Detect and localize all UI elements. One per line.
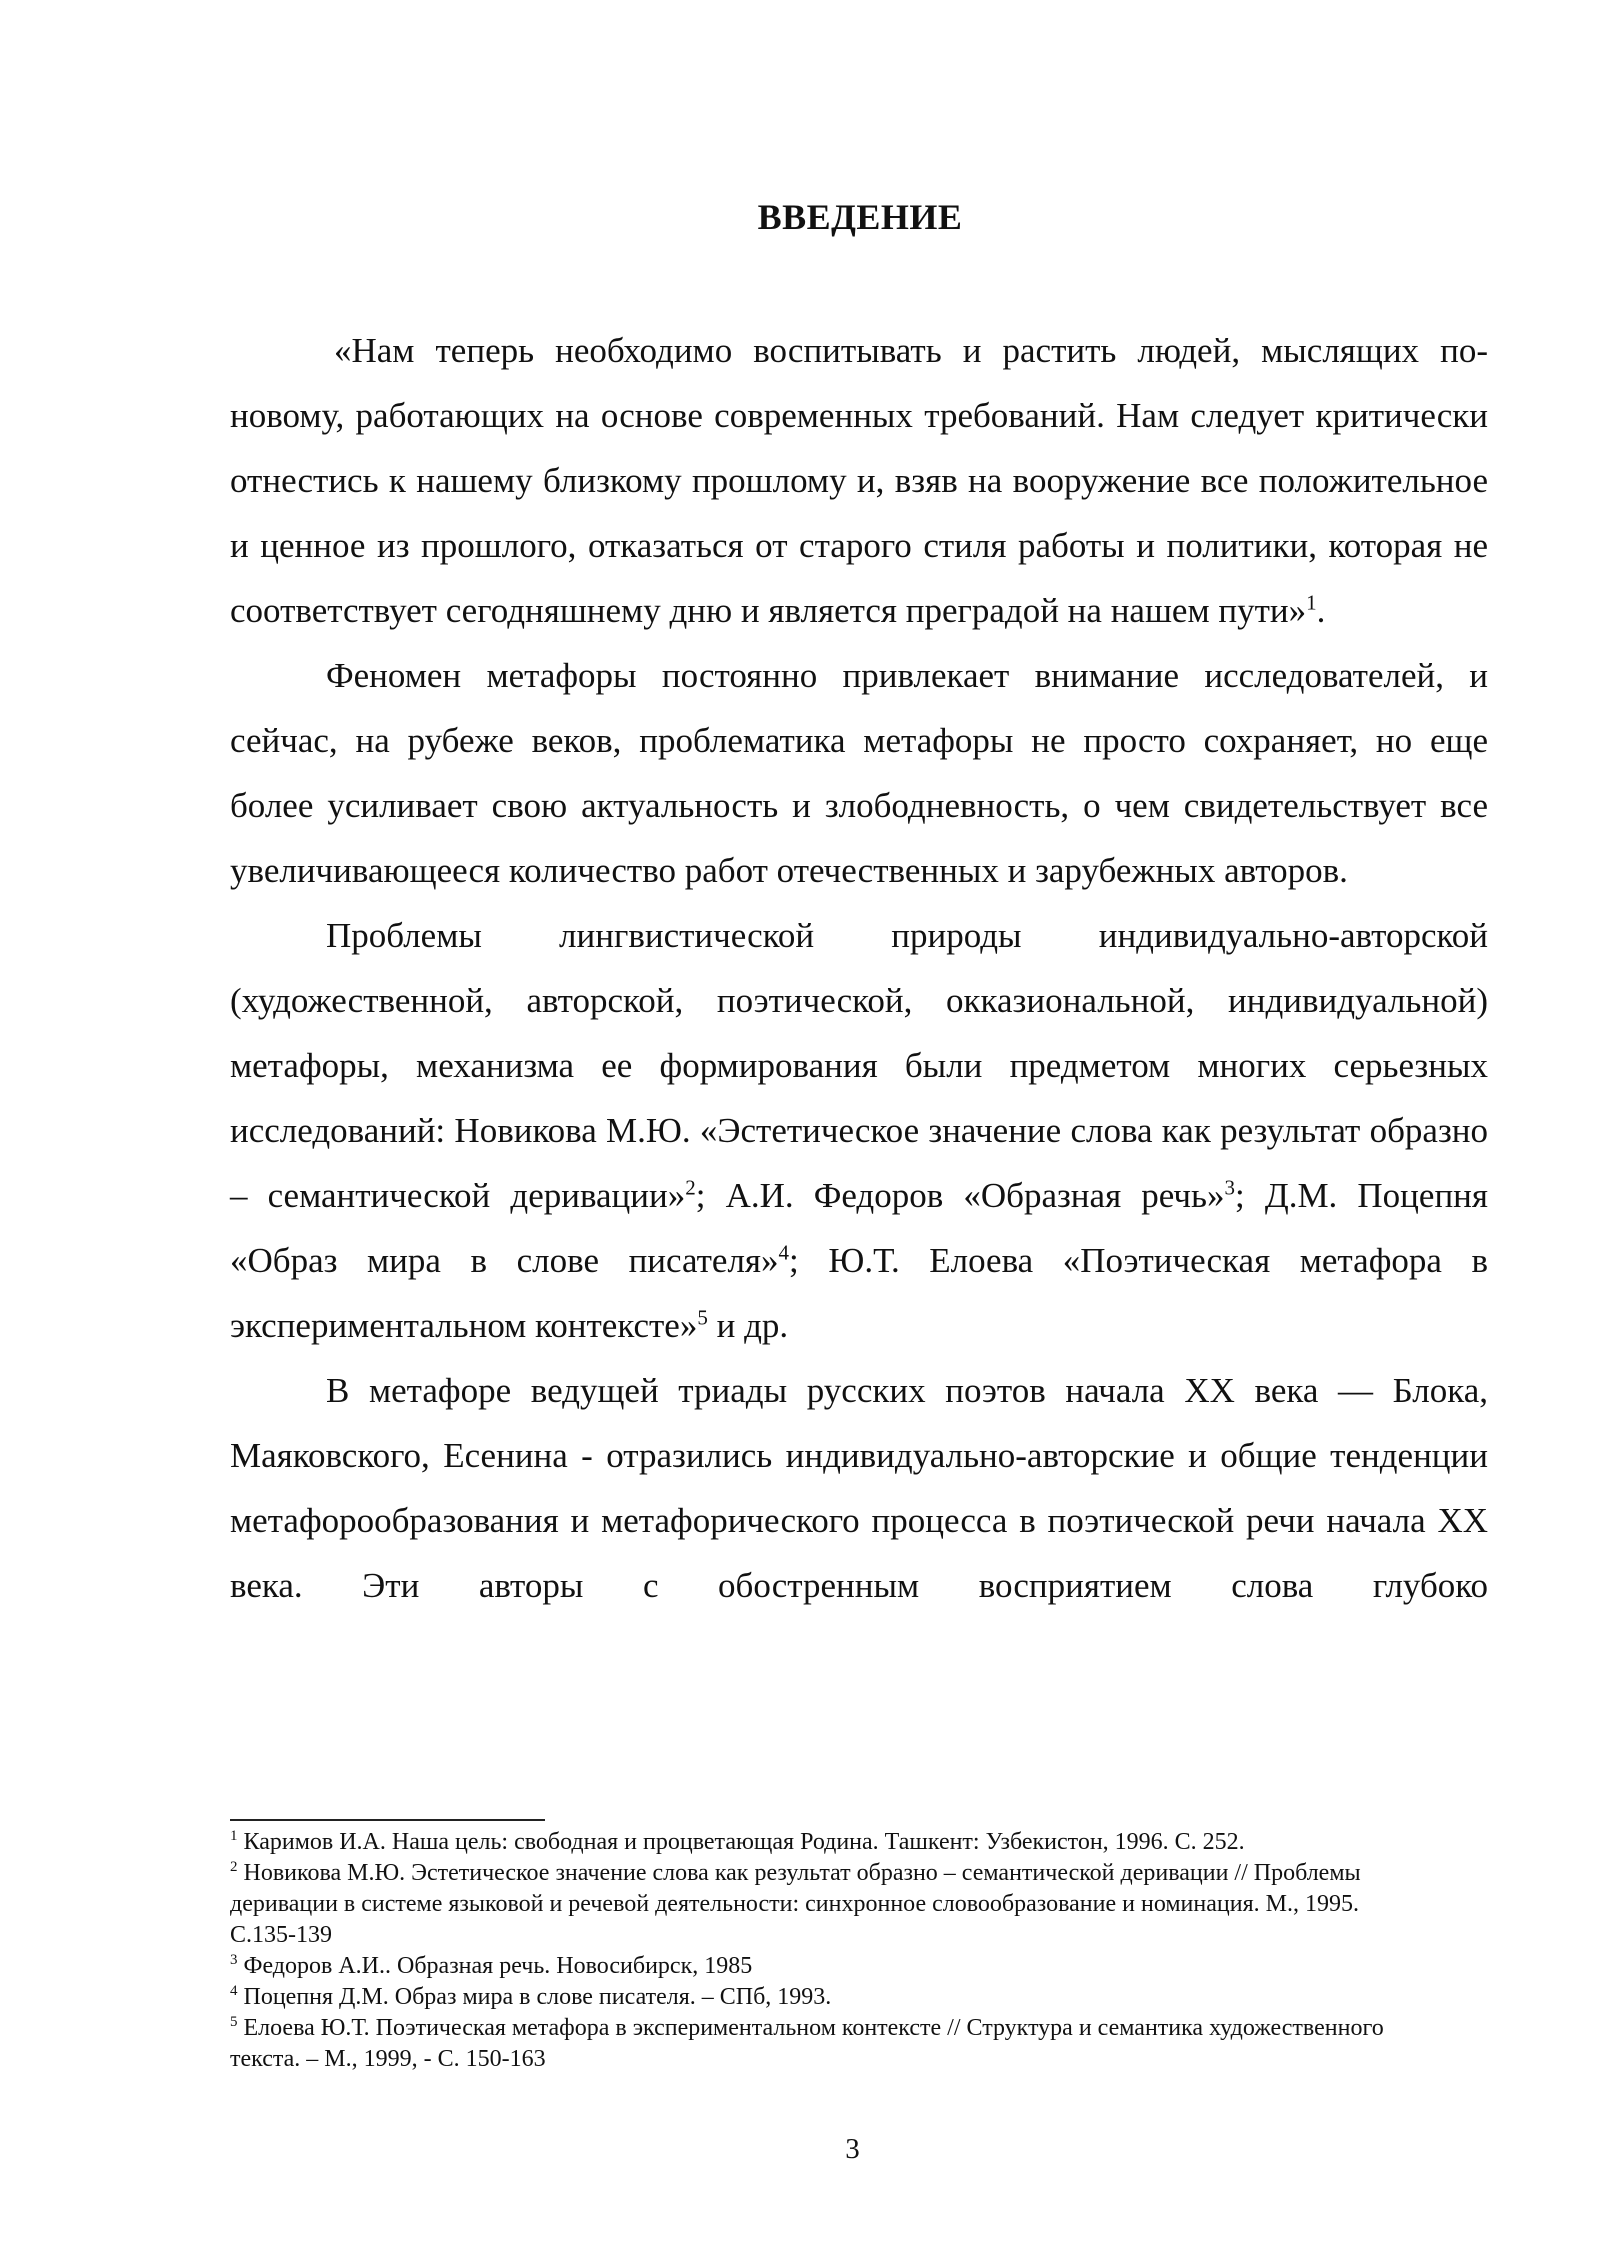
paragraph-poets-triad (230, 1358, 1488, 1618)
footnote-ref: 4 (778, 1240, 790, 1265)
text-segment: Проблемы лингвистической природы индивидуально-авторской (художественной, авторской, поэтической, окказиональной, индивидуальной) метафоры, механизма ее формирования были предметом многих серьезных исследований: Новикова М.Ю. «Эстетическое значение слова как результат образно – семантической деривации» (230, 916, 1488, 1215)
paragraph-metaphor-phenomenon (230, 643, 1488, 903)
text-segment: и др. (707, 1306, 789, 1345)
footnote (230, 2013, 1390, 2075)
footnote (230, 1827, 1390, 1858)
body-text (230, 318, 1488, 1618)
footnote-number: 3 (230, 1952, 238, 1968)
paragraph-research-review (230, 903, 1488, 1358)
footnote-text: Каримов И.А. Наша цель: свободная и процветающая Родина. Ташкент: Узбекистон, 1996. С. 252. (237, 1829, 1245, 1855)
text-segment: «Нам теперь необходимо воспитывать и растить людей, мыслящих по-новому, работающих на основе современных требований. Нам следует критически отнестись к нашему близкому прошлому и, взяв на вооружение все положительное и ценное из прошлого, отказаться от старого стиля работы и политики, которая не соответствует сегодняшнему дню и является преградой на нашем пути» (230, 331, 1488, 630)
footnote-number: 2 (230, 1859, 238, 1875)
footnote-number: 4 (230, 1983, 238, 1999)
text-segment: ; Д.М. Поцепня «Образ мира в слове писателя» (230, 1176, 1489, 1280)
footnotes (230, 1827, 1390, 2075)
page-number: 3 (845, 2133, 860, 2165)
footnote-text: Федоров А.И.. Образная речь. Новосибирск, 1985 (237, 1953, 753, 1979)
text-segment: В метафоре ведущей триады русских поэтов начала XX века — Блока, Маяковского, Есенина - отразились индивидуально-авторские и общие тенденции метафорообразования и метафорического процесса в поэтической речи начала XX века. Эти авторы с обостренным восприятием слова глубоко (230, 1371, 1488, 1605)
footnote-text: Поцепня Д.М. Образ мира в слове писателя. – СПб, 1993. (237, 1984, 832, 2010)
footnote-number: 5 (230, 2014, 238, 2030)
footnote-ref: 5 (697, 1305, 708, 1330)
footnote-ref: 1 (1306, 590, 1317, 615)
footnote-ref: 3 (1224, 1175, 1235, 1200)
text-segment: . (1316, 591, 1326, 630)
footnote-separator (230, 1819, 545, 1821)
section-heading: ВВЕДЕНИЕ (757, 197, 963, 237)
footnote (230, 1858, 1390, 1951)
text-segment: ; Ю.Т. Елоева «Поэтическая метафора в экспериментальном контексте» (230, 1241, 1489, 1345)
footnote-number: 1 (230, 1828, 238, 1844)
footnote-text: Елоева Ю.Т. Поэтическая метафора в экспериментальном контексте // Структура и семантика художественного текста. – М., 1999, - С. 150-163 (230, 2015, 1384, 2072)
text-segment: ; А.И. Федоров «Образная речь» (695, 1176, 1225, 1215)
text-segment: Феномен метафоры постоянно привлекает внимание исследователей, и сейчас, на рубеже веков, проблематика метафоры не просто сохраняет, но еще более усиливает свою актуальность и злободневность, о чем свидетельствует все увеличивающееся количество работ отечественных и зарубежных авторов. (230, 656, 1488, 890)
paragraph-quote (230, 318, 1488, 643)
footnote (230, 1951, 1390, 1982)
footnote-text: Новикова М.Ю. Эстетическое значение слова как результат образно – семантической деривации // Проблемы деривации в системе языковой и речевой деятельности: синхронное словообразование и номинация. М., 1995. С.135-139 (230, 1860, 1361, 1948)
footnote-ref: 2 (685, 1175, 696, 1200)
footnote (230, 1982, 1390, 2013)
